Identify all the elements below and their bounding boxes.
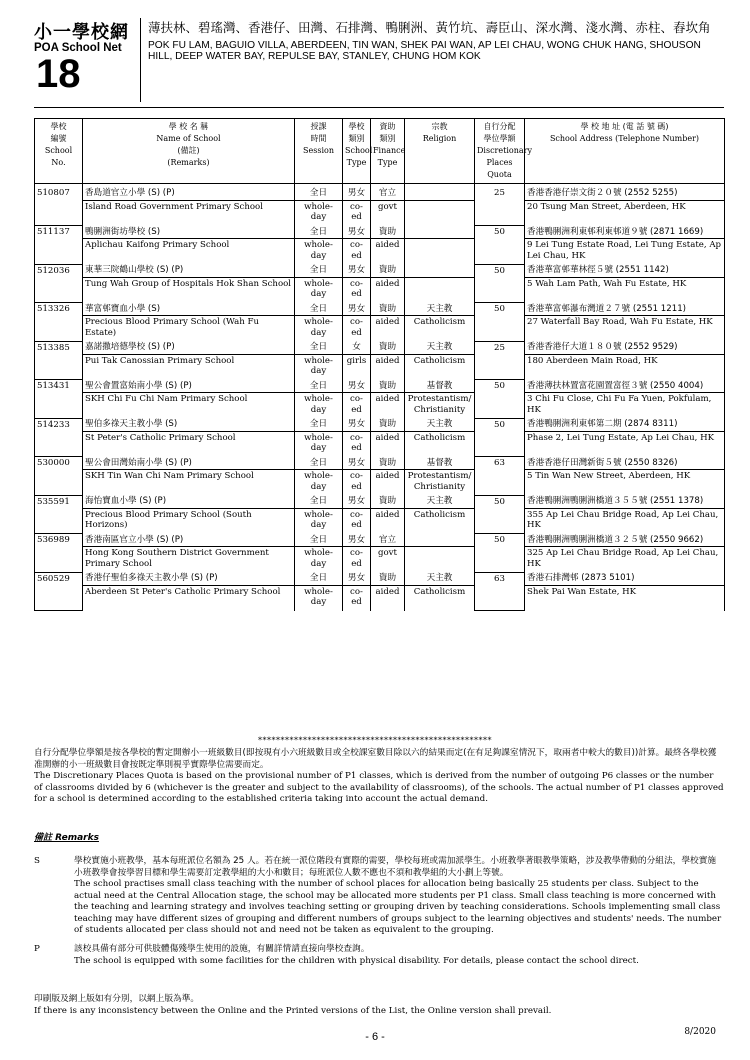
religion-zh: 天主教	[405, 572, 475, 585]
finance-zh: 資助	[371, 380, 405, 393]
school-code: 511137	[35, 226, 83, 265]
table-row-en	[35, 547, 725, 573]
remark-s-key: S	[34, 856, 40, 866]
school-table	[34, 118, 725, 611]
address-zh: 香港香港仔大道１８０號 (2552 9529)	[525, 341, 725, 354]
quota: 63	[475, 572, 525, 611]
col-header-session: 授課 時間 Session	[295, 119, 343, 184]
remark-p-zh: 該校具備有部分可供肢體傷殘學生使用的設施，有關詳情請直接向學校查詢。	[74, 944, 370, 954]
address-en: 9 Lei Tung Estate Road, Lei Tung Estate, Ap Lei Chau, HK	[525, 239, 725, 265]
religion-zh	[405, 187, 475, 200]
religion-zh: 天主教	[405, 495, 475, 508]
type-zh: 男女	[343, 457, 371, 470]
school-name-en: Hong Kong Southern District Government Primary School	[83, 547, 295, 573]
quota: 50	[475, 495, 525, 534]
school-name-zh: 鴨脷洲街坊學校 (S)	[83, 226, 295, 239]
remark-p-en: The school is equipped with some facilities for the children with physical disability. For details, please contact the school direct.	[74, 955, 639, 966]
type-zh: 男女	[343, 418, 371, 431]
school-name-en: SKH Chi Fu Chi Nam Primary School	[83, 393, 295, 419]
col-header-religion: 宗教 Religion	[405, 119, 475, 184]
session-zh: 全日	[295, 495, 343, 508]
session-zh: 全日	[295, 457, 343, 470]
type-en: co-ed	[343, 470, 371, 496]
finance-en: govt	[371, 547, 405, 573]
remark-s-en: The school practises small class teaching with the number of school places for allocation being basically 25 students per class. Subject to the actual need at the Central Allocation stage, the school may be allocated more students per P1 class. Small class teaching is more concerned with the teaching and learning strategy and involves teaching setting or grouping driven by teaching considerations. Schools implementing small class teaching may have different sizes of grouping and different numbers of groups subject to the learning objectives and students' needs. The number of students allocated per class should not and need not be taken as equivalent to the grouping.	[74, 879, 722, 935]
session-zh: 全日	[295, 264, 343, 277]
session-en: whole-day	[295, 470, 343, 496]
table-row-en	[35, 585, 725, 611]
table-header-row	[35, 119, 725, 184]
address-en: Shek Pai Wan Estate, HK	[525, 585, 725, 611]
address-en: 20 Tsung Man Street, Aberdeen, HK	[525, 200, 725, 226]
religion-en: Catholicism	[405, 585, 475, 611]
religion-zh: 基督教	[405, 457, 475, 470]
type-en: co-ed	[343, 393, 371, 419]
type-en: co-ed	[343, 239, 371, 265]
address-zh: 香港鴨脷洲鴨脷洲橋道３２５號 (2550 9662)	[525, 534, 725, 547]
religion-en: Catholicism	[405, 508, 475, 534]
school-code: 512036	[35, 264, 83, 303]
school-code: 535591	[35, 495, 83, 534]
finance-en: aided	[371, 393, 405, 419]
session-zh: 全日	[295, 418, 343, 431]
school-code: 514233	[35, 418, 83, 457]
table-row-en	[35, 431, 725, 457]
address-en: 5 Tin Wan New Street, Aberdeen, HK	[525, 470, 725, 496]
col-header-type: 學校 類別 School Type	[343, 119, 371, 184]
remark-s-zh: 學校實施小班教學，基本每班派位名額為 25 人。若在統一派位階段有實際的需要，學校每班或需加派學生。小班教學著眼教學策略，涉及教學帶動的分組法，學校實施小班教學會按學習目標和學生需要訂定教學組的大小和數目；每班派位人數不應也不須和教學組的大小劃上等號。	[74, 856, 717, 878]
school-name-en: Tung Wah Group of Hospitals Hok Shan School	[83, 277, 295, 303]
school-code: 513385	[35, 341, 83, 380]
footer-note-en: If there is any inconsistency between the Online and the Printed versions of the List, the Online version shall prevail.	[34, 1005, 552, 1016]
type-en: co-ed	[343, 431, 371, 457]
address-zh: 香港石排灣邨 (2873 5101)	[525, 572, 725, 585]
session-en: whole-day	[295, 316, 343, 342]
finance-zh: 資助	[371, 341, 405, 354]
school-net-title-en: POA School Net	[34, 42, 122, 54]
religion-zh	[405, 226, 475, 239]
finance-zh: 官立	[371, 187, 405, 200]
session-en: whole-day	[295, 277, 343, 303]
religion-zh	[405, 534, 475, 547]
quota-note-zh: 自行分配學位學額是按各學校的暫定開辦小一班級數目(即按現有小六班級數目或全校課室數目除以六的結果而定(在有足夠課室情況下，取兩者中較大的數目))計算。最終各學校獲准開辦的小一班級數目會按既定準則視乎實際學位需要而定。	[34, 748, 717, 770]
col-header-quota: 自行分配 學位學額 Discretionary Places Quota	[475, 119, 525, 184]
school-name-zh: 東華三院鶴山學校 (S) (P)	[83, 264, 295, 277]
table-row-en	[35, 508, 725, 534]
address-zh: 香港薄扶林置富花園置富徑３號 (2550 4004)	[525, 380, 725, 393]
type-zh: 男女	[343, 495, 371, 508]
type-en: girls	[343, 354, 371, 380]
address-en: 325 Ap Lei Chau Bridge Road, Ap Lei Chau, HK	[525, 547, 725, 573]
page-number: - 6 -	[365, 1031, 385, 1043]
school-net-number: 18	[36, 52, 81, 96]
school-name-en: Aplichau Kaifong Primary School	[83, 239, 295, 265]
col-header-finance: 資助 類別 Finance Type	[371, 119, 405, 184]
address-en: Phase 2, Lei Tung Estate, Ap Lei Chau, HK	[525, 431, 725, 457]
finance-en: aided	[371, 431, 405, 457]
type-zh: 男女	[343, 303, 371, 316]
finance-en: aided	[371, 470, 405, 496]
header-rule	[34, 107, 724, 108]
school-name-en: St Peter's Catholic Primary School	[83, 431, 295, 457]
districts-en: POK FU LAM, BAGUIO VILLA, ABERDEEN, TIN WAN, SHEK PAI WAN, AP LEI CHAU, WONG CHUK HANG, SHOUSON HILL, DEEP WATER BAY, REPULSE BAY, STANLEY, CHUNG HOM KOK	[148, 40, 701, 62]
table-row	[35, 264, 725, 277]
remarks-heading: 備註 Remarks	[34, 833, 99, 843]
address-zh: 香港華富邨華林徑５號 (2551 1142)	[525, 264, 725, 277]
school-code: 513326	[35, 303, 83, 342]
school-name-zh: 香島道官立小學 (S) (P)	[83, 187, 295, 200]
religion-en: Protestantism/ Christianity	[405, 470, 475, 496]
finance-en: govt	[371, 200, 405, 226]
religion-en: Catholicism	[405, 354, 475, 380]
religion-zh: 天主教	[405, 341, 475, 354]
col-header-name: 學 校 名 稱 Name of School (備註) (Remarks)	[83, 119, 295, 184]
quota-note-en: The Discretionary Places Quota is based on the provisional number of P1 classes, which is derived from the number of outgoing P6 classes or the number of classrooms divided by 6 (whichever is the greater and subject to the availability of classrooms), of the schools. The actual number of P1 classes approved for a school is determined according to the established criteria taking into account the actual demand.	[34, 771, 724, 804]
finance-en: aided	[371, 354, 405, 380]
finance-zh: 資助	[371, 418, 405, 431]
school-name-en: Precious Blood Primary School (Wah Fu Estate)	[83, 316, 295, 342]
session-zh: 全日	[295, 534, 343, 547]
table-row	[35, 303, 725, 316]
quota: 63	[475, 457, 525, 496]
footer-note-zh: 印刷版及網上版如有分別，以網上版為準。	[34, 994, 200, 1004]
finance-zh: 資助	[371, 264, 405, 277]
address-en: 27 Waterfall Bay Road, Wah Fu Estate, HK	[525, 316, 725, 342]
religion-en	[405, 277, 475, 303]
address-zh: 香港香港仔田灣新街５號 (2550 8326)	[525, 457, 725, 470]
finance-zh: 資助	[371, 572, 405, 585]
type-en: co-ed	[343, 547, 371, 573]
districts-zh: 薄扶林、碧瑤灣、香港仔、田灣、石排灣、鴨脷洲、黃竹坑、壽臣山、深水灣、淺水灣、赤柱、舂坎角	[148, 20, 711, 35]
finance-zh: 資助	[371, 457, 405, 470]
quota: 25	[475, 187, 525, 226]
finance-en: aided	[371, 239, 405, 265]
school-code: 530000	[35, 457, 83, 496]
type-zh: 男女	[343, 264, 371, 277]
school-name-zh: 香港南區官立小學 (S) (P)	[83, 534, 295, 547]
religion-zh: 天主教	[405, 418, 475, 431]
school-name-zh: 聖伯多祿天主教小學 (S)	[83, 418, 295, 431]
type-en: co-ed	[343, 316, 371, 342]
religion-zh: 基督教	[405, 380, 475, 393]
address-zh: 香港香港仔崇文街２０號 (2552 5255)	[525, 187, 725, 200]
session-en: whole-day	[295, 200, 343, 226]
school-name-en: SKH Tin Wan Chi Nam Primary School	[83, 470, 295, 496]
school-name-zh: 香港仔聖伯多祿天主教小學 (S) (P)	[83, 572, 295, 585]
session-zh: 全日	[295, 226, 343, 239]
revision-date: 8/2020	[684, 1027, 716, 1037]
school-name-zh: 海怡寶血小學 (S) (P)	[83, 495, 295, 508]
finance-en: aided	[371, 508, 405, 534]
type-en: co-ed	[343, 277, 371, 303]
address-zh: 香港華富邨瀑布灣道２７號 (2551 1211)	[525, 303, 725, 316]
table-row	[35, 187, 725, 200]
table-row	[35, 380, 725, 393]
table-row	[35, 226, 725, 239]
session-en: whole-day	[295, 239, 343, 265]
session-zh: 全日	[295, 303, 343, 316]
table-row-en	[35, 470, 725, 496]
session-zh: 全日	[295, 187, 343, 200]
table-row-en	[35, 354, 725, 380]
session-zh: 全日	[295, 572, 343, 585]
school-name-en: Island Road Government Primary School	[83, 200, 295, 226]
address-en: 180 Aberdeen Main Road, HK	[525, 354, 725, 380]
address-en: 355 Ap Lei Chau Bridge Road, Ap Lei Chau, HK	[525, 508, 725, 534]
table-row-en	[35, 316, 725, 342]
address-zh: 香港鴨脷洲利東邨第二期 (2874 8311)	[525, 418, 725, 431]
finance-en: aided	[371, 316, 405, 342]
finance-en: aided	[371, 277, 405, 303]
finance-zh: 官立	[371, 534, 405, 547]
religion-zh	[405, 264, 475, 277]
table-row-en	[35, 393, 725, 419]
quota: 50	[475, 418, 525, 457]
header-divider	[140, 18, 141, 102]
type-zh: 男女	[343, 534, 371, 547]
type-en: co-ed	[343, 585, 371, 611]
religion-zh: 天主教	[405, 303, 475, 316]
school-name-zh: 聖公會置富始南小學 (S) (P)	[83, 380, 295, 393]
remark-p-key: P	[34, 944, 40, 954]
quota: 25	[475, 341, 525, 380]
religion-en	[405, 200, 475, 226]
type-zh: 女	[343, 341, 371, 354]
session-en: whole-day	[295, 585, 343, 611]
school-name-en: Pui Tak Canossian Primary School	[83, 354, 295, 380]
table-row-en	[35, 277, 725, 303]
table-row	[35, 457, 725, 470]
type-zh: 男女	[343, 226, 371, 239]
school-name-zh: 聖公會田灣始南小學 (S) (P)	[83, 457, 295, 470]
quota: 50	[475, 534, 525, 573]
type-zh: 男女	[343, 380, 371, 393]
table-row-en	[35, 200, 725, 226]
table-row	[35, 341, 725, 354]
col-header-code: 學校 編號 School No.	[35, 119, 83, 184]
session-zh: 全日	[295, 380, 343, 393]
finance-zh: 資助	[371, 226, 405, 239]
school-name-zh: 華富邨寶血小學 (S)	[83, 303, 295, 316]
religion-en	[405, 239, 475, 265]
session-en: whole-day	[295, 431, 343, 457]
table-row	[35, 418, 725, 431]
table-row-en	[35, 239, 725, 265]
school-name-zh: 嘉諾撒培德學校 (S) (P)	[83, 341, 295, 354]
quota: 50	[475, 303, 525, 342]
page-header	[34, 18, 724, 102]
finance-en: aided	[371, 585, 405, 611]
footer-note	[34, 994, 724, 1017]
finance-zh: 資助	[371, 303, 405, 316]
religion-en: Catholicism	[405, 431, 475, 457]
session-en: whole-day	[295, 354, 343, 380]
col-header-address: 學 校 地 址 (電 話 號 碼) School Address (Telephone Number)	[525, 119, 725, 184]
school-name-en: Precious Blood Primary School (South Horizons)	[83, 508, 295, 534]
session-en: whole-day	[295, 393, 343, 419]
remark-p	[34, 944, 724, 967]
session-en: whole-day	[295, 508, 343, 534]
quota-notes	[34, 748, 724, 806]
table-row	[35, 495, 725, 508]
religion-en	[405, 547, 475, 573]
religion-en: Catholicism	[405, 316, 475, 342]
finance-zh: 資助	[371, 495, 405, 508]
school-code: 536989	[35, 534, 83, 573]
separator: ****************************************************	[258, 736, 492, 745]
table-row	[35, 534, 725, 547]
quota: 50	[475, 380, 525, 419]
type-en: co-ed	[343, 508, 371, 534]
religion-en: Protestantism/ Christianity	[405, 393, 475, 419]
address-en: 5 Wah Lam Path, Wah Fu Estate, HK	[525, 277, 725, 303]
session-en: whole-day	[295, 547, 343, 573]
school-code: 510807	[35, 187, 83, 226]
type-en: co-ed	[343, 200, 371, 226]
school-name-en: Aberdeen St Peter's Catholic Primary School	[83, 585, 295, 611]
address-en: 3 Chi Fu Close, Chi Fu Fa Yuen, Pokfulam, HK	[525, 393, 725, 419]
address-zh: 香港鴨脷洲鴨脷洲橋道３５５號 (2551 1378)	[525, 495, 725, 508]
school-net-title-zh: 小一學校網	[34, 22, 129, 43]
school-code: 513431	[35, 380, 83, 419]
type-zh: 男女	[343, 187, 371, 200]
remark-s	[34, 856, 724, 937]
address-zh: 香港鴨脷洲利東邨利東邨道９號 (2871 1669)	[525, 226, 725, 239]
school-code: 560529	[35, 572, 83, 611]
quota: 50	[475, 264, 525, 303]
type-zh: 男女	[343, 572, 371, 585]
table-row	[35, 572, 725, 585]
quota: 50	[475, 226, 525, 265]
session-zh: 全日	[295, 341, 343, 354]
